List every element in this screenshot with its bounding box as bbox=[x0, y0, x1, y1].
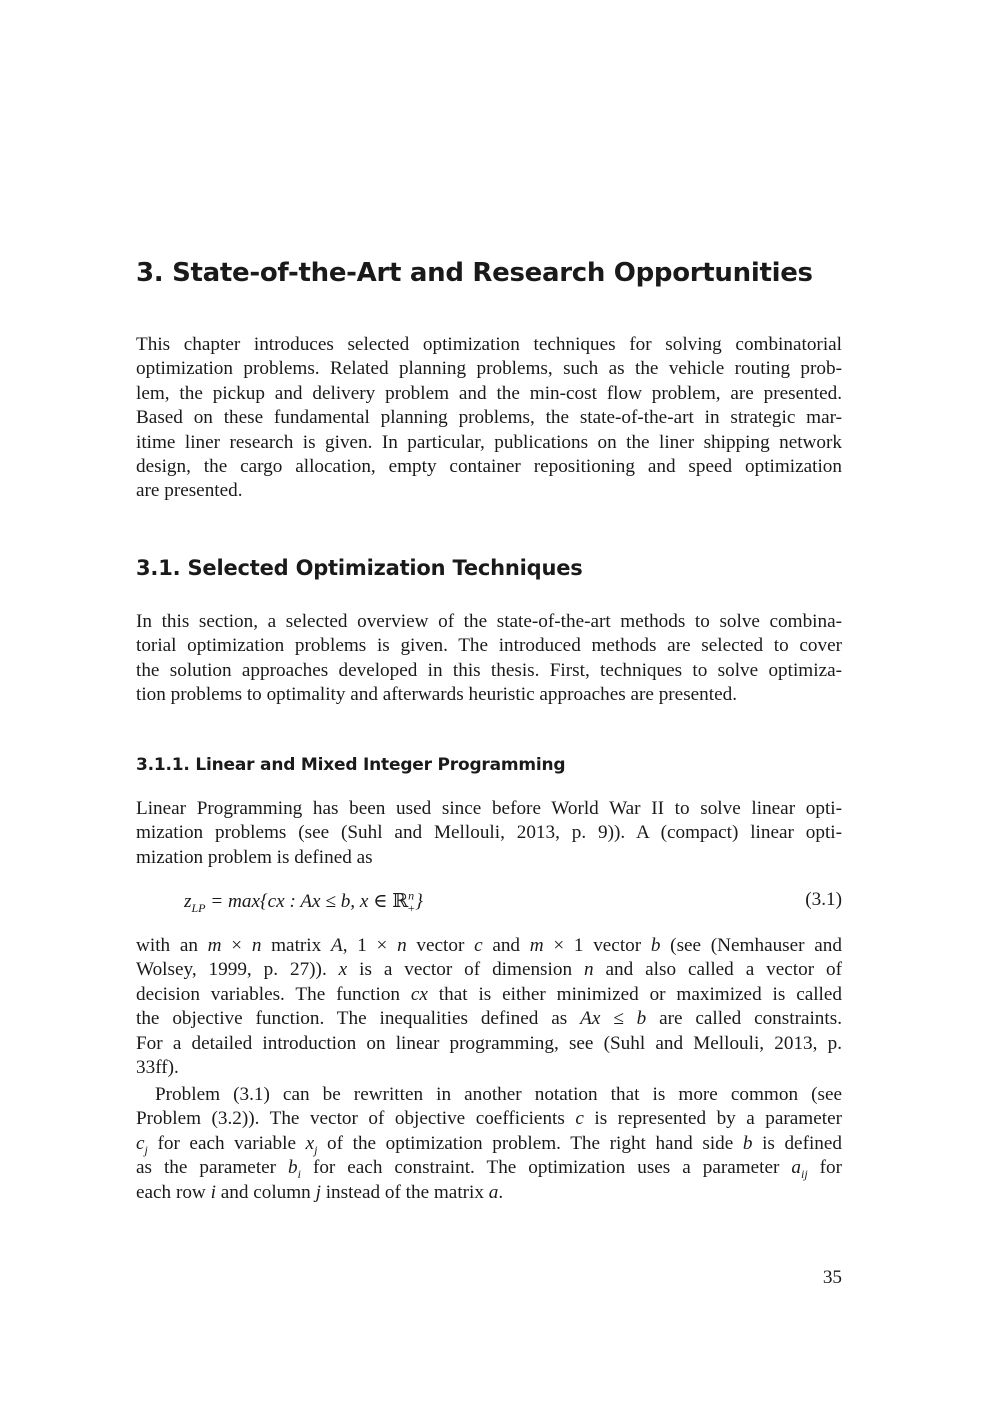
text-line: Problem (3.1) can be rewritten in another notation that is more common (see bbox=[155, 1084, 842, 1105]
text-line: 33ff). bbox=[136, 1056, 179, 1078]
text-line: For a detailed introduction on linear programming, see (Suhl and Mellouli, 2013, p. bbox=[136, 1032, 842, 1054]
text-line: the solution approaches developed in this thesis. First, techniques to solve optimiza- bbox=[136, 659, 842, 681]
lp-intro-paragraph bbox=[136, 797, 842, 870]
section-intro-paragraph bbox=[136, 610, 842, 708]
text-line: itime liner research is given. In particular, publications on the liner shipping network bbox=[136, 431, 842, 453]
page-number: 35 bbox=[822, 1267, 842, 1288]
chapter-heading: 3. State-of-the-Art and Research Opportunities bbox=[136, 258, 813, 288]
equation-3-1 bbox=[136, 889, 842, 917]
equation-expression: $z_{LP} = \max\{cx$ : Ax ≤ b, x ∈ ℝ$^n_+$} bbox=[184, 888, 423, 915]
equation-number: (3.1) bbox=[805, 889, 842, 910]
text-line: This chapter introduces selected optimization techniques for solving combinatorial bbox=[136, 334, 842, 355]
text-line: mization problems (see (Suhl and Mellouli, 2013, p. 9)). A (compact) linear opti- bbox=[136, 822, 842, 844]
text-line: Problem (3.2)). The vector of objective coefficients c is represented by a parameter bbox=[136, 1108, 842, 1130]
chapter-intro-paragraph bbox=[136, 333, 842, 504]
text-line: as the parameter $b_i$ for each constraint. The optimization uses a parameter $a_{ij}$ for bbox=[136, 1157, 842, 1181]
text-line: the objective function. The inequalities defined as Ax ≤ b are called constraints. bbox=[136, 1008, 842, 1030]
text-line: optimization problems. Related planning problems, such as the vehicle routing prob- bbox=[136, 358, 842, 380]
lp-definition-paragraph bbox=[136, 934, 842, 1080]
lp-notation-paragraph bbox=[136, 1083, 842, 1205]
text-line: lem, the pickup and delivery problem and the min-cost flow problem, are presented. bbox=[136, 382, 842, 404]
text-line: mization problem is defined as bbox=[136, 846, 373, 868]
text-line: with an m × n matrix A, 1 × n vector c and m × 1 vector b (see (Nemhauser and bbox=[136, 935, 842, 956]
text-line: Based on these fundamental planning problems, the state-of-the-art in strategic mar- bbox=[136, 407, 842, 429]
text-line: each row i and column j instead of the matrix a. bbox=[136, 1181, 504, 1203]
text-line: Linear Programming has been used since before World War II to solve linear opti- bbox=[136, 798, 842, 819]
text-line: are presented. bbox=[136, 480, 243, 502]
subsection-heading: 3.1.1. Linear and Mixed Integer Programming bbox=[136, 755, 566, 775]
section-heading: 3.1. Selected Optimization Techniques bbox=[136, 556, 583, 580]
text-line: torial optimization problems is given. The introduced methods are selected to cover bbox=[136, 635, 842, 657]
text-line: In this section, a selected overview of the state-of-the-art methods to solve combina- bbox=[136, 611, 842, 632]
text-line: design, the cargo allocation, empty container repositioning and speed optimization bbox=[136, 455, 842, 477]
text-line: decision variables. The function cx that is either minimized or maximized is called bbox=[136, 983, 842, 1005]
text-line: tion problems to optimality and afterwards heuristic approaches are presented. bbox=[136, 684, 738, 706]
text-line: $c_j$ for each variable $x_j$ of the optimization problem. The right hand side b is defined bbox=[136, 1132, 842, 1157]
text-line: Wolsey, 1999, p. 27)). x is a vector of dimension n and also called a vector of bbox=[136, 959, 842, 981]
